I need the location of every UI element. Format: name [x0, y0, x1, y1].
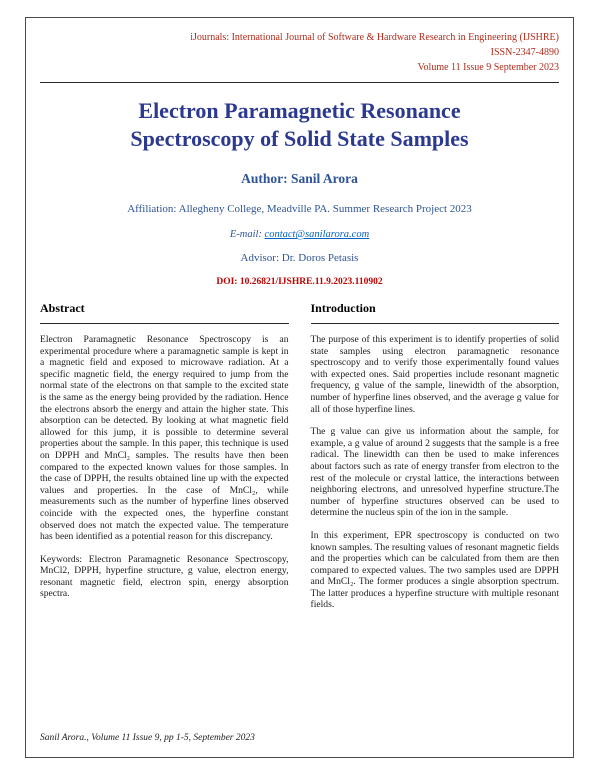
paper-title: Electron Paramagnetic Resonance Spectroscopy of Solid State Samples [130, 98, 469, 151]
keywords-paragraph: Keywords: Electron Paramagnetic Resonance Spectroscopy, MnCl2, DPPH, hyperfine structure, g value, electron energy, resonant magnetic field, electron spin, energy absorption spectra. [40, 553, 289, 600]
abstract-column [40, 301, 289, 622]
issn: ISSN-2347-4890 [490, 47, 559, 58]
introduction-paragraph-3: In this experiment, EPR spectroscopy is conducted on two known samples. The resulting values of resonant magnetic fields and the properties which can be calculated from them are then compared to expected values. The two samples used are DPPH and MnCl₂. The former produces a single absorption spectrum. The latter produces a hyperfine structure with multiple resonant fields. [310, 529, 559, 611]
introduction-column [311, 301, 560, 622]
abstract-heading: Abstract [40, 301, 85, 315]
page-footer: Sanil Arora., Volume 11 Issue 9, pp 1-5, September 2023 [40, 733, 255, 743]
two-column-body [40, 301, 559, 622]
author-line: Author: Sanil Arora [241, 171, 358, 186]
paper-page [25, 17, 574, 758]
introduction-heading: Introduction [310, 301, 376, 315]
affiliation-line: Affiliation: Allegheny College, Meadville PA. Summer Research Project 2023 [127, 203, 472, 215]
abstract-heading-divider [40, 323, 289, 324]
email-label: E-mail: [229, 229, 262, 240]
volume-issue-date: Volume 11 Issue 9 September 2023 [417, 62, 559, 73]
email-link[interactable]: contact@sanilarora.com [264, 229, 370, 240]
abstract-body: Electron Paramagnetic Resonance Spectroscopy is an experimental procedure where a paramagnetic sample is kept in a magnetic field and exposed to microwave radiation. At a specific magnetic field, the energy required to jump from the normal state of the electrons on that sample to the excited state is the same as the energy being provided by the radiation. Hence the electrons absorb the energy and attain the higher state. This absorption can be detected. By looking at what magnetic field allowed for this jump, it is possible to determine several properties about the sample. In this paper, this technique is used on DPPH and MnCl₂ samples. The results have then been compared to the expected known values for those samples. In the case of DPPH, the results obtained line up with the expected values and properties. In the case of MnCl₂, while measurements such as the number of hyperfine lines observed coincide with the expected ones, the hyperfine constant observed does not match the expected value. The temperature has been identified as a potential reason for this discrepancy. [40, 334, 289, 543]
journal-header [40, 30, 559, 75]
header-divider [40, 82, 559, 83]
doi-line: DOI: 10.26821/IJSHRE.11.9.2023.110902 [216, 277, 383, 287]
introduction-heading-divider [311, 323, 560, 324]
email-line [40, 229, 559, 240]
journal-name: iJournals: International Journal of Software & Hardware Research in Engineering (IJSHRE) [190, 32, 559, 43]
introduction-paragraph-1: The purpose of this experiment is to identify properties of solid state samples using electron paramagnetic resonance spectroscopy and to verify those experimentally found values with expected ones. Said properties include resonant magnetic frequency, g value of the sample, linewidth of the absorption, number of hyperfine lines observed, and the average g value for all of those hyperfine lines. [310, 334, 559, 415]
advisor-line: Advisor: Dr. Doros Petasis [240, 252, 359, 264]
introduction-paragraph-2: The g value can give us information about the sample, for example, a g value of around 2 suggests that the sample is a free radical. The linewidth can then be used to make inferences about factors such as rate of energy transfer from electron to the rest of the molecule or crystal lattice, the interactions between neighboring electrons, and unresolved hyperfine structure.The number of hyperfine structures observed can be used to determine the nucleus spin of the ion in the sample. [310, 426, 559, 519]
